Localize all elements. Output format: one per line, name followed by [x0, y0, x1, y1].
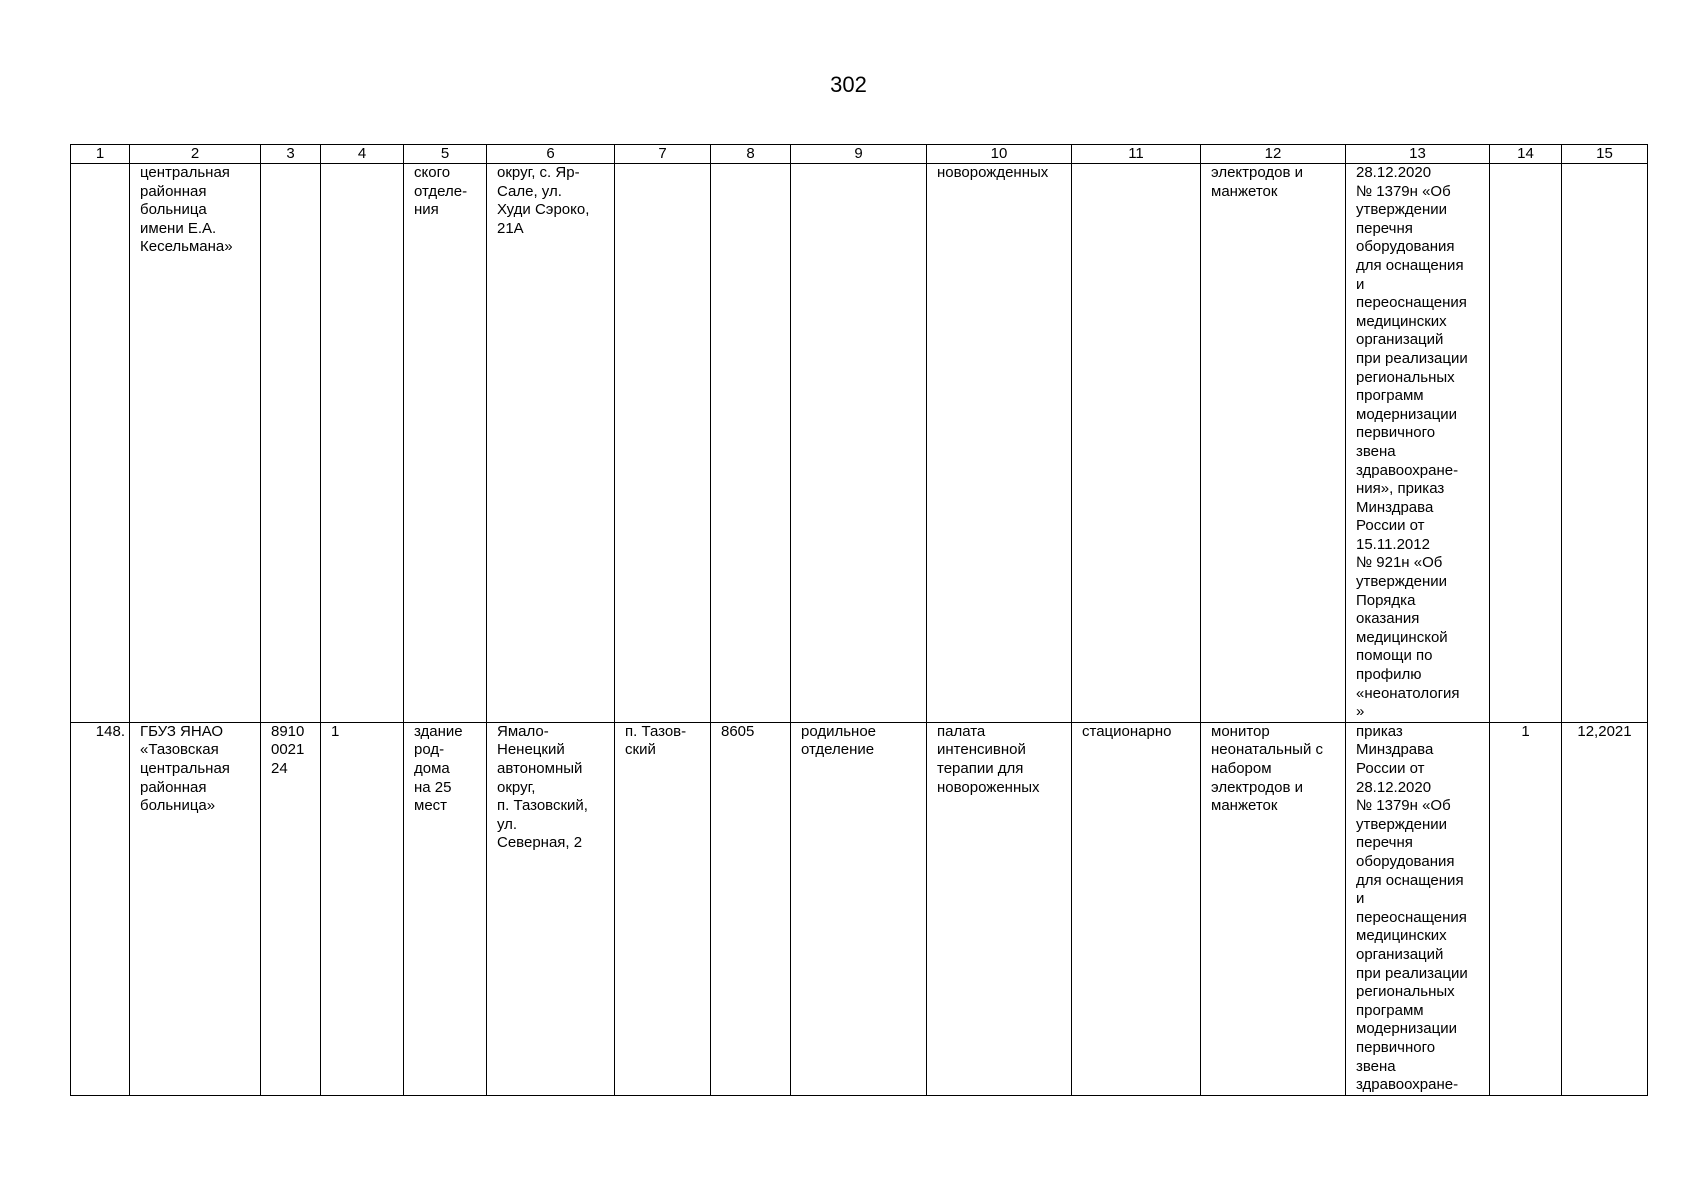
table-cell: ГБУЗ ЯНАО «Тазовская центральная районная больница»	[130, 722, 261, 1095]
table-cell: центральная районная больница имени Е.А. Кесельмана»	[130, 164, 261, 723]
column-number: 9	[791, 145, 927, 164]
table-row	[71, 722, 1648, 1095]
column-number: 14	[1490, 145, 1562, 164]
page-number: 302	[830, 72, 867, 97]
table-cell: палата интенсивной терапии для новороженных	[927, 722, 1072, 1095]
column-number: 12	[1201, 145, 1346, 164]
column-number: 11	[1072, 145, 1201, 164]
table-cell	[1072, 164, 1201, 723]
table-cell: 12,2021	[1562, 722, 1648, 1095]
table-cell	[71, 164, 130, 723]
column-number: 4	[321, 145, 404, 164]
table-cell: электродов и манжеток	[1201, 164, 1346, 723]
data-table	[70, 144, 1648, 1096]
table-cell: ского отделе- ния	[404, 164, 487, 723]
column-number: 2	[130, 145, 261, 164]
table-cell	[1490, 164, 1562, 723]
column-number: 13	[1346, 145, 1490, 164]
column-number: 7	[615, 145, 711, 164]
column-number: 6	[487, 145, 615, 164]
table-cell: округ, с. Яр- Сале, ул. Худи Сэроко, 21А	[487, 164, 615, 723]
table-cell: приказ Минздрава России от 28.12.2020 № 1379н «Об утверждении перечня оборудования для оснащения и переоснащения медицинских организаций при реализации региональных программ модернизации первичного звена здравоохране-	[1346, 722, 1490, 1095]
table-cell: монитор неонатальный с набором электродов и манжеток	[1201, 722, 1346, 1095]
table-cell	[321, 164, 404, 723]
table-cell: 1	[1490, 722, 1562, 1095]
table-cell: стационарно	[1072, 722, 1201, 1095]
column-number: 15	[1562, 145, 1648, 164]
row-number-cell: 148.	[71, 722, 130, 1095]
column-number: 1	[71, 145, 130, 164]
table-cell	[791, 164, 927, 723]
table-cell: новорожденных	[927, 164, 1072, 723]
table-cell: 8910 0021 24	[261, 722, 321, 1095]
table-cell	[1562, 164, 1648, 723]
table-cell: п. Тазов- ский	[615, 722, 711, 1095]
table-cell	[615, 164, 711, 723]
table-row	[71, 164, 1648, 723]
column-number: 3	[261, 145, 321, 164]
table-cell: 1	[321, 722, 404, 1095]
table-cell	[711, 164, 791, 723]
table-cell: здание род- дома на 25 мест	[404, 722, 487, 1095]
table-cell: 8605	[711, 722, 791, 1095]
table-cell: Ямало- Ненецкий автономный округ, п. Тазовский, ул. Северная, 2	[487, 722, 615, 1095]
table-cell: родильное отделение	[791, 722, 927, 1095]
column-number: 8	[711, 145, 791, 164]
column-number: 5	[404, 145, 487, 164]
table-cell: 28.12.2020 № 1379н «Об утверждении перечня оборудования для оснащения и переоснащения медицинских организаций при реализации региональных программ модернизации первичного звена здравоохране- ния», приказ Минздрава России от 15.11.2012 № 921н «Об утверждении Порядка оказания медицинской помощи по профилю «неонатология »	[1346, 164, 1490, 723]
table-cell	[261, 164, 321, 723]
column-number-row	[71, 145, 1648, 164]
column-number: 10	[927, 145, 1072, 164]
